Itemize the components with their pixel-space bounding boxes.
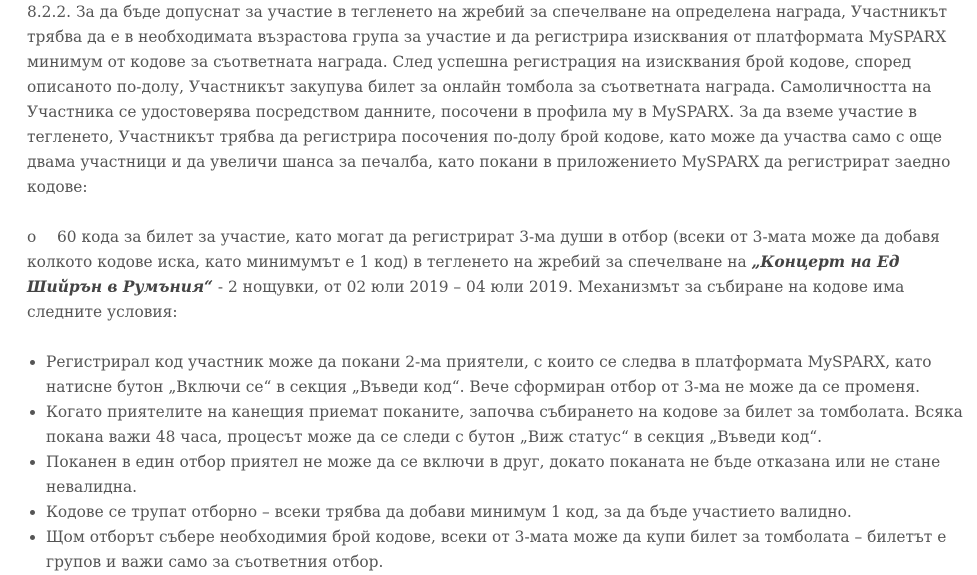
list-item: Щом отборът събере необходимия брой кодове, всеки от 3-мата може да купи билет за томболата – билетът е групов и важи само за съответния отбор.	[27, 525, 972, 575]
list-item: Кодове се трупат отборно – всеки трябва да добави минимум 1 код, за да бъде участието валидно.	[27, 500, 972, 525]
terms-document	[27, 0, 972, 575]
option-marker: o	[27, 228, 37, 246]
option-text-before: 60 кода за билет за участие, като могат да регистрират 3-ма души в отбор (всеки от 3-мата може да добавя колкото кодове иска, като минимумът е 1 код) в тегленето на жребий за спечелване на	[27, 228, 940, 271]
clause-8-2-2-paragraph: 8.2.2. За да бъде допуснат за участие в тегленето на жребий за спечелване на определена награда, Участникът трябва да е в необходимата възрастова група за участие и да регистрира изисквания от платформата MySPARX минимум от кодове за съответната награда. След успешна регистрация на изисквания брой кодове, според описаното по-долу, Участникът закупува билет за онлайн томбола за съответната награда. Самоличността на Участника се удостоверява посредством данните, посочени в профила му в MySPARX. За да вземе участие в тегленето, Участникът трябва да регистрира посочения по-долу брой кодове, като може да участва само с още двама участници и да увеличи шанса за печалба, като покани в приложението MySPARX да регистрират заедно кодове:	[27, 3, 951, 196]
list-item: Когато приятелите на канещия приемат поканите, започва събирането на кодове за билет за томболата. Всяка покана важи 48 часа, процесът може да се следи с бутон „Виж статус“ в секция „Въведи код“.	[27, 400, 972, 450]
conditions-list	[27, 350, 972, 575]
list-item: Регистрирал код участник може да покани 2-ма приятели, с които се следва в платформата MySPARX, като натисне бутон „Включи се“ в секция „Въведи код“. Вече сформиран отбор от 3-ма не може да се променя.	[27, 350, 972, 400]
option-text-after: - 2 нощувки, от 02 юли 2019 – 04 юли 2019. Механизмът за събиране на кодове има следните условия:	[27, 278, 905, 321]
prize-option	[27, 225, 972, 325]
prize-name: „Концерт на Ед Шийрън в Румъния“	[27, 253, 900, 296]
list-item: Поканен в един отбор приятел не може да се включи в друг, докато поканата не бъде отказана или не стане невалидна.	[27, 450, 972, 500]
